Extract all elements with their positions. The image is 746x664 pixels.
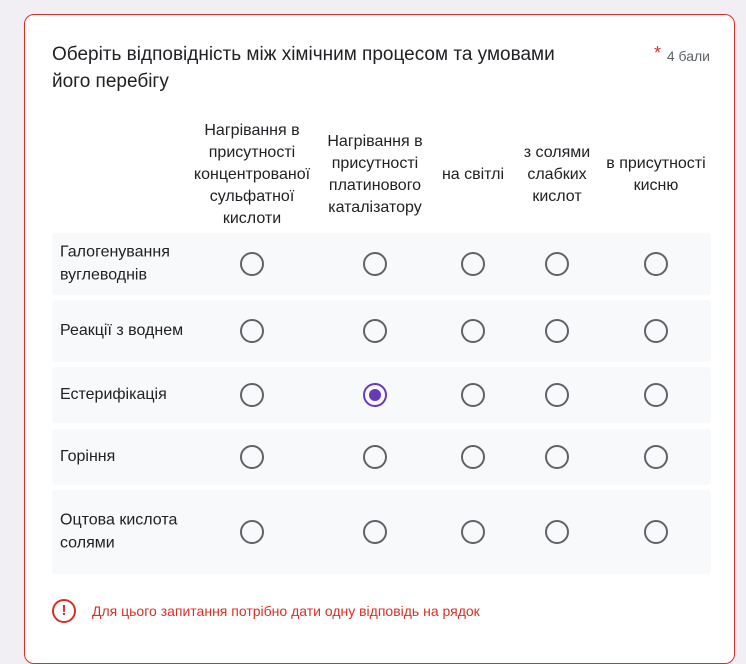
radio-option[interactable] (363, 319, 387, 343)
grid-row (52, 429, 711, 485)
row-label: Галогенування вуглеводнів (60, 243, 170, 283)
radio-option[interactable] (240, 319, 264, 343)
radio-option[interactable] (461, 520, 485, 544)
required-asterisk: * (653, 43, 661, 63)
validation-error (52, 599, 480, 623)
radio-option[interactable] (363, 252, 387, 276)
row-label: Оцтова кислота солями (60, 511, 178, 551)
grid-row (52, 490, 711, 574)
radio-option[interactable] (644, 319, 668, 343)
radio-option[interactable] (545, 252, 569, 276)
column-header: Нагрівання в присутності концентрованої сульфатної кислоти (193, 122, 311, 227)
column-header: в присутності кисню (606, 155, 706, 194)
grid-row (52, 300, 711, 362)
radio-option[interactable] (545, 520, 569, 544)
radio-option[interactable] (644, 252, 668, 276)
column-header: Нагрівання в присутності платинового каталізатору (327, 133, 423, 216)
row-label: Реакції з воднем (60, 321, 184, 339)
radio-option[interactable] (644, 520, 668, 544)
row-label: Естерифікація (60, 385, 167, 403)
column-header: на світлі (441, 166, 505, 183)
radio-option[interactable] (461, 319, 485, 343)
radio-option[interactable] (363, 383, 387, 407)
radio-option[interactable] (363, 445, 387, 469)
radio-option[interactable] (461, 383, 485, 407)
radio-option[interactable] (240, 445, 264, 469)
radio-option[interactable] (240, 252, 264, 276)
grid-row (52, 367, 711, 423)
radio-option[interactable] (545, 319, 569, 343)
radio-option[interactable] (545, 383, 569, 407)
radio-option[interactable] (363, 520, 387, 544)
radio-option[interactable] (644, 383, 668, 407)
row-label: Горіння (60, 447, 116, 465)
column-header: з солями слабких кислот (523, 144, 591, 205)
radio-option[interactable] (461, 445, 485, 469)
radio-option[interactable] (240, 520, 264, 544)
radio-option[interactable] (644, 445, 668, 469)
error-message: Для цього запитання потрібно дати одну відповідь на рядок (92, 603, 480, 619)
exclamation-circle-icon: ! (52, 599, 76, 623)
points-label: 4 бали (666, 48, 710, 64)
question-card (24, 14, 735, 664)
radio-option[interactable] (461, 252, 485, 276)
radio-option[interactable] (240, 383, 264, 407)
radio-option[interactable] (545, 445, 569, 469)
grid-row (52, 233, 711, 295)
question-title: Оберіть відповідність між хімічним процесом та умовами його перебігу (52, 44, 555, 92)
